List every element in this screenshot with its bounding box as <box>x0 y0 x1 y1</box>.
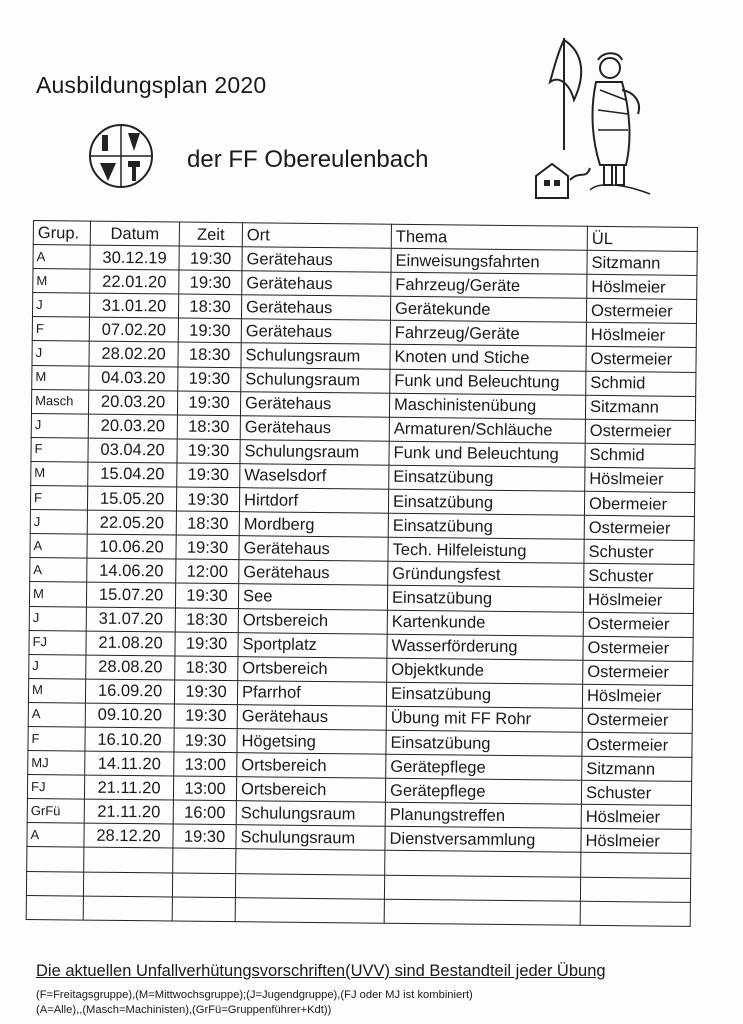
cell-group: M <box>31 461 88 486</box>
cell-group: F <box>28 726 85 751</box>
cell-instructor: Sitzmann <box>582 756 692 781</box>
cell-location: Gerätehaus <box>239 560 388 586</box>
cell-location: Gerätehaus <box>240 391 389 417</box>
cell-time: 19:30 <box>175 583 238 608</box>
cell-instructor: Sitzmann <box>587 250 697 275</box>
cell-date: 07.02.20 <box>89 317 178 342</box>
cell-instructor: Schuster <box>584 564 694 589</box>
cell-date: 15.04.20 <box>88 462 177 487</box>
cell-time: 18:30 <box>178 342 241 367</box>
cell-topic: Einsatzübung <box>387 586 583 612</box>
cell-date: 10.06.20 <box>87 534 176 559</box>
cell-time: 19:30 <box>176 487 239 512</box>
column-header-date: Datum <box>90 221 179 246</box>
cell-time: 19:30 <box>174 680 237 705</box>
cell-date: 20.03.20 <box>88 414 177 439</box>
cell-group: A <box>30 558 87 583</box>
cell-date: 09.10.20 <box>85 703 174 728</box>
cell-location: Gerätehaus <box>241 295 390 321</box>
cell-topic: Fahrzeug/Geräte <box>390 321 586 347</box>
empty-cell <box>83 896 172 921</box>
cell-location: Ortsbereich <box>238 608 387 634</box>
cell-time: 19:30 <box>173 824 236 849</box>
cell-instructor: Höslmeier <box>581 829 691 854</box>
cell-topic: Objektkunde <box>387 658 583 684</box>
cell-location: Gerätehaus <box>240 415 389 441</box>
saint-florian-illustration-icon <box>530 30 660 200</box>
fire-brigade-emblem-icon <box>88 123 154 189</box>
cell-time: 19:30 <box>178 367 241 392</box>
cell-topic: Tech. Hilfeleistung <box>388 537 584 563</box>
cell-date: 16.10.20 <box>85 727 174 752</box>
cell-group: A <box>30 534 87 559</box>
cell-topic: Knoten und Stiche <box>390 345 586 371</box>
cell-time: 19:30 <box>177 439 240 464</box>
cell-location: Schulungsraum <box>241 343 390 369</box>
empty-cell <box>236 849 385 875</box>
cell-location: Pfarrhof <box>237 680 386 706</box>
cell-time: 19:30 <box>176 535 239 560</box>
cell-instructor: Schuster <box>584 540 694 565</box>
cell-date: 30.12.19 <box>90 245 179 270</box>
empty-cell <box>581 853 691 878</box>
cell-location: Gerätehaus <box>242 271 391 297</box>
cell-group: J <box>29 654 86 679</box>
empty-cell <box>83 872 172 897</box>
cell-date: 16.09.20 <box>85 679 174 704</box>
cell-group: J <box>32 341 89 366</box>
empty-cell <box>172 873 235 898</box>
cell-instructor: Höslmeier <box>587 274 697 299</box>
cell-time: 13:00 <box>173 776 236 801</box>
cell-date: 15.07.20 <box>86 582 175 607</box>
cell-location: Schulungsraum <box>236 825 385 851</box>
cell-location: Gerätehaus <box>242 247 391 273</box>
cell-location: Schulungsraum <box>241 367 390 393</box>
cell-location: Sportplatz <box>238 632 387 658</box>
cell-location: Gerätehaus <box>241 319 390 345</box>
cell-topic: Wasserförderung <box>387 634 583 660</box>
cell-topic: Einsatzübung <box>388 513 584 539</box>
cell-instructor: Ostermeier <box>586 299 696 324</box>
column-header-location: Ort <box>242 223 391 249</box>
cell-time: 19:30 <box>177 391 240 416</box>
cell-location: Ortsbereich <box>237 753 386 779</box>
cell-date: 31.07.20 <box>86 607 175 632</box>
empty-cell <box>384 899 580 925</box>
cell-group: J <box>30 510 87 535</box>
cell-location: Hirtdorf <box>239 488 388 514</box>
cell-instructor: Ostermeier <box>583 612 693 637</box>
cell-location: Waselsdorf <box>240 464 389 490</box>
cell-date: 21.08.20 <box>86 631 175 656</box>
cell-date: 04.03.20 <box>89 366 178 391</box>
cell-group: F <box>31 437 88 462</box>
cell-group: MJ <box>28 751 85 776</box>
cell-date: 28.02.20 <box>89 342 178 367</box>
cell-instructor: Ostermeier <box>582 732 692 757</box>
cell-time: 18:30 <box>175 608 238 633</box>
cell-instructor: Schuster <box>581 780 691 805</box>
cell-instructor: Höslmeier <box>583 588 693 613</box>
cell-topic: Fahrzeug/Geräte <box>391 272 587 298</box>
table-body <box>26 245 697 927</box>
cell-instructor: Ostermeier <box>582 708 692 733</box>
cell-group: GrFü <box>27 799 84 824</box>
cell-location: See <box>238 584 387 610</box>
cell-topic: Kartenkunde <box>387 610 583 636</box>
cell-time: 19:30 <box>175 632 238 657</box>
cell-topic: Einsatzübung <box>389 465 585 491</box>
empty-cell <box>384 875 580 901</box>
page-title: Ausbildungsplan 2020 <box>36 72 267 98</box>
cell-group: FJ <box>27 775 84 800</box>
cell-group: J <box>29 606 86 631</box>
empty-cell <box>26 871 83 896</box>
cell-topic: Funk und Beleuchtung <box>390 369 586 395</box>
cell-location: Gerätehaus <box>237 705 386 731</box>
cell-topic: Maschinistenübung <box>389 393 585 419</box>
empty-cell <box>235 897 384 923</box>
cell-topic: Übung mit FF Rohr <box>386 706 582 732</box>
cell-topic: Armaturen/Schläuche <box>389 417 585 443</box>
empty-cell <box>580 877 690 902</box>
cell-group: J <box>31 413 88 438</box>
cell-group: J <box>32 293 89 318</box>
legend-line-2: (A=Alle),,(Masch=Machinisten),(GrFü=Gruppenführer+Kdt)) <box>36 1004 332 1016</box>
column-header-time: Zeit <box>179 222 242 247</box>
cell-group: M <box>28 678 85 703</box>
cell-instructor: Sitzmann <box>585 395 695 420</box>
cell-date: 22.05.20 <box>87 510 176 535</box>
cell-topic: Gerätekunde <box>390 297 586 323</box>
cell-date: 14.11.20 <box>85 751 174 776</box>
cell-instructor: Höslmeier <box>581 805 691 830</box>
cell-instructor: Ostermeier <box>585 419 695 444</box>
cell-group: A <box>33 245 90 270</box>
empty-cell <box>385 851 581 877</box>
page-subtitle: der FF Obereulenbach <box>187 146 429 173</box>
column-header-topic: Thema <box>391 224 587 250</box>
cell-group: M <box>32 365 89 390</box>
cell-instructor: Ostermeier <box>586 347 696 372</box>
cell-date: 28.08.20 <box>86 655 175 680</box>
empty-cell <box>27 847 84 872</box>
legend-line-1: (F=Freitagsgruppe),(M=Mittwochsgruppe);(J=Jugendgruppe),(FJ oder MJ ist kombiniert) <box>36 989 473 1001</box>
cell-date: 21.11.20 <box>84 799 173 824</box>
cell-date: 15.05.20 <box>87 486 176 511</box>
safety-notice: Die aktuellen Unfallverhütungsvorschriften(UVV) sind Bestandteil jeder Übung <box>36 962 606 980</box>
cell-topic: Planungstreffen <box>385 802 581 828</box>
cell-time: 18:30 <box>177 415 240 440</box>
cell-date: 20.03.20 <box>88 390 177 415</box>
cell-topic: Einweisungsfahrten <box>391 248 587 274</box>
cell-location: Ortsbereich <box>236 777 385 803</box>
cell-time: 19:30 <box>174 728 237 753</box>
cell-time: 18:30 <box>178 294 241 319</box>
cell-instructor: Ostermeier <box>583 660 693 685</box>
training-schedule-table <box>26 220 698 927</box>
cell-location: Schulungsraum <box>236 801 385 827</box>
cell-instructor: Obermeier <box>584 491 694 516</box>
cell-group: A <box>27 823 84 848</box>
cell-instructor: Ostermeier <box>584 515 694 540</box>
cell-time: 13:00 <box>174 752 237 777</box>
cell-location: Mordberg <box>239 512 388 538</box>
cell-topic: Einsatzübung <box>386 682 582 708</box>
cell-group: A <box>28 702 85 727</box>
cell-time: 19:30 <box>179 246 242 271</box>
cell-topic: Gerätepflege <box>385 778 581 804</box>
cell-location: Högetsing <box>237 729 386 755</box>
column-header-group: Grup. <box>33 221 90 246</box>
cell-topic: Einsatzübung <box>388 489 584 515</box>
cell-time: 19:30 <box>177 463 240 488</box>
cell-location: Schulungsraum <box>240 440 389 466</box>
cell-topic: Gründungsfest <box>388 562 584 588</box>
empty-cell <box>172 897 235 922</box>
cell-time: 19:30 <box>174 704 237 729</box>
empty-cell <box>26 895 83 920</box>
cell-instructor: Schmid <box>586 371 696 396</box>
empty-cell <box>84 848 173 873</box>
column-header-instructor: ÜL <box>587 226 697 251</box>
cell-instructor: Höslmeier <box>582 684 692 709</box>
cell-instructor: Höslmeier <box>586 323 696 348</box>
cell-instructor: Höslmeier <box>585 467 695 492</box>
cell-location: Gerätehaus <box>239 536 388 562</box>
cell-topic: Funk und Beleuchtung <box>389 441 585 467</box>
cell-group: M <box>33 269 90 294</box>
cell-time: 18:30 <box>176 511 239 536</box>
cell-location: Ortsbereich <box>238 656 387 682</box>
empty-cell <box>173 848 236 873</box>
cell-time: 19:30 <box>178 318 241 343</box>
cell-topic: Einsatzübung <box>386 730 582 756</box>
cell-topic: Gerätepflege <box>386 754 582 780</box>
cell-date: 31.01.20 <box>89 293 178 318</box>
cell-time: 16:00 <box>173 800 236 825</box>
cell-time: 19:30 <box>179 270 242 295</box>
cell-date: 28.12.20 <box>84 823 173 848</box>
cell-group: FJ <box>29 630 86 655</box>
cell-time: 12:00 <box>176 559 239 584</box>
cell-group: M <box>29 582 86 607</box>
cell-topic: Dienstversammlung <box>385 827 581 853</box>
empty-cell <box>235 873 384 899</box>
cell-date: 14.06.20 <box>87 558 176 583</box>
cell-instructor: Ostermeier <box>583 636 693 661</box>
cell-time: 18:30 <box>175 656 238 681</box>
empty-cell <box>580 901 690 926</box>
cell-date: 03.04.20 <box>88 438 177 463</box>
cell-group: Masch <box>31 389 88 414</box>
cell-date: 21.11.20 <box>84 775 173 800</box>
cell-instructor: Schmid <box>585 443 695 468</box>
cell-date: 22.01.20 <box>90 269 179 294</box>
cell-group: F <box>32 317 89 342</box>
cell-group: F <box>30 486 87 511</box>
